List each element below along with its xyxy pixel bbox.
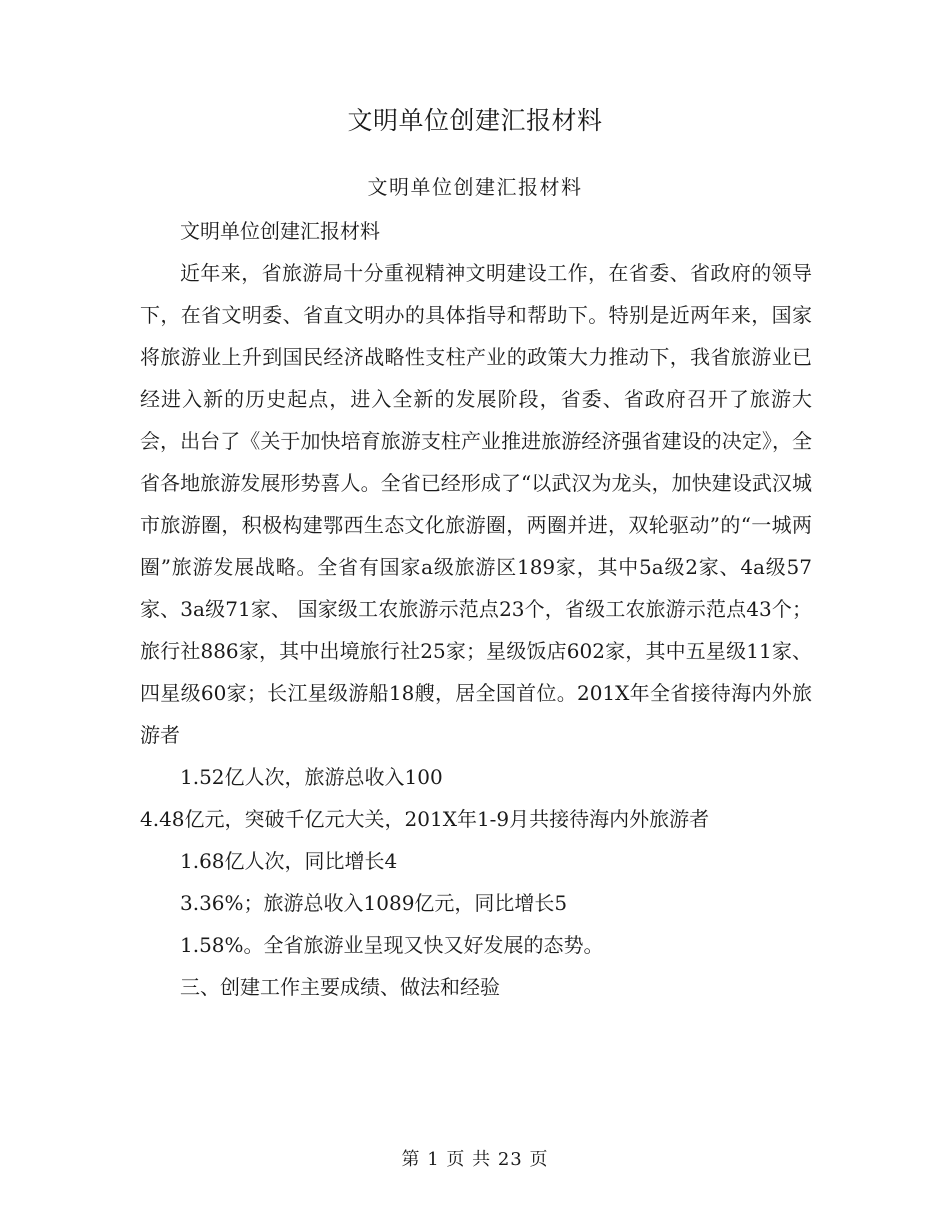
body-paragraph-main: 近年来，省旅游局十分重视精神文明建设工作，在省委、省政府的领导下，在省文明委、省直文明办的具体指导和帮助下。特别是近两年来，国家将旅游业上升到国民经济战略性支柱产业的政策大力推动下，我省旅游业已经进入新的历史起点，进入全新的发展阶段，省委、省政府召开了旅游大会，出台了《关于加快培育旅游支柱产业推进旅游经济强省建设的决定》，全省各地旅游发展形势喜人。全省已经形成了“以武汉为龙头，加快建设武汉城市旅游圈，积极构建鄂西生态文化旅游圈，两圈并进，双轮驱动”的“一城两圈”旅游发展战略。全省有国家a级旅游区189家，其中5a级2家、4a级57家、3a级71家、 国家级工农旅游示范点23个，省级工农旅游示范点43个；旅行社886家，其中出境旅行社25家；星级饭店602家，其中五星级11家、四星级60家；长江星级游船18艘，居全国首位。201X年全省接待海内外旅游者 xyxy=(140,261,812,747)
section-heading: 三、创建工作主要成绩、做法和经验 xyxy=(180,975,500,999)
page-footer: 第 1 页 共 23 页 xyxy=(401,1149,549,1170)
body-paragraph-stat-4: 3.36%；旅游总收入1089亿元，同比增长5 xyxy=(180,891,568,915)
document-body xyxy=(140,210,812,1008)
body-paragraph-stat-5: 1.58%。全省旅游业呈现又快又好发展的态势。 xyxy=(180,933,604,957)
body-paragraph-stat-2: 4.48亿元，突破千亿元大关，201X年1-9月共接待海内外旅游者 xyxy=(140,807,710,831)
document-title: 文明单位创建汇报材料 xyxy=(347,106,603,135)
body-paragraph-stat-3: 1.68亿人次，同比增长4 xyxy=(180,849,398,873)
document-subtitle: 文明单位创建汇报材料 xyxy=(367,175,583,199)
body-heading: 文明单位创建汇报材料 xyxy=(180,219,380,243)
body-paragraph-stat-1: 1.52亿人次，旅游总收入100 xyxy=(180,765,443,789)
